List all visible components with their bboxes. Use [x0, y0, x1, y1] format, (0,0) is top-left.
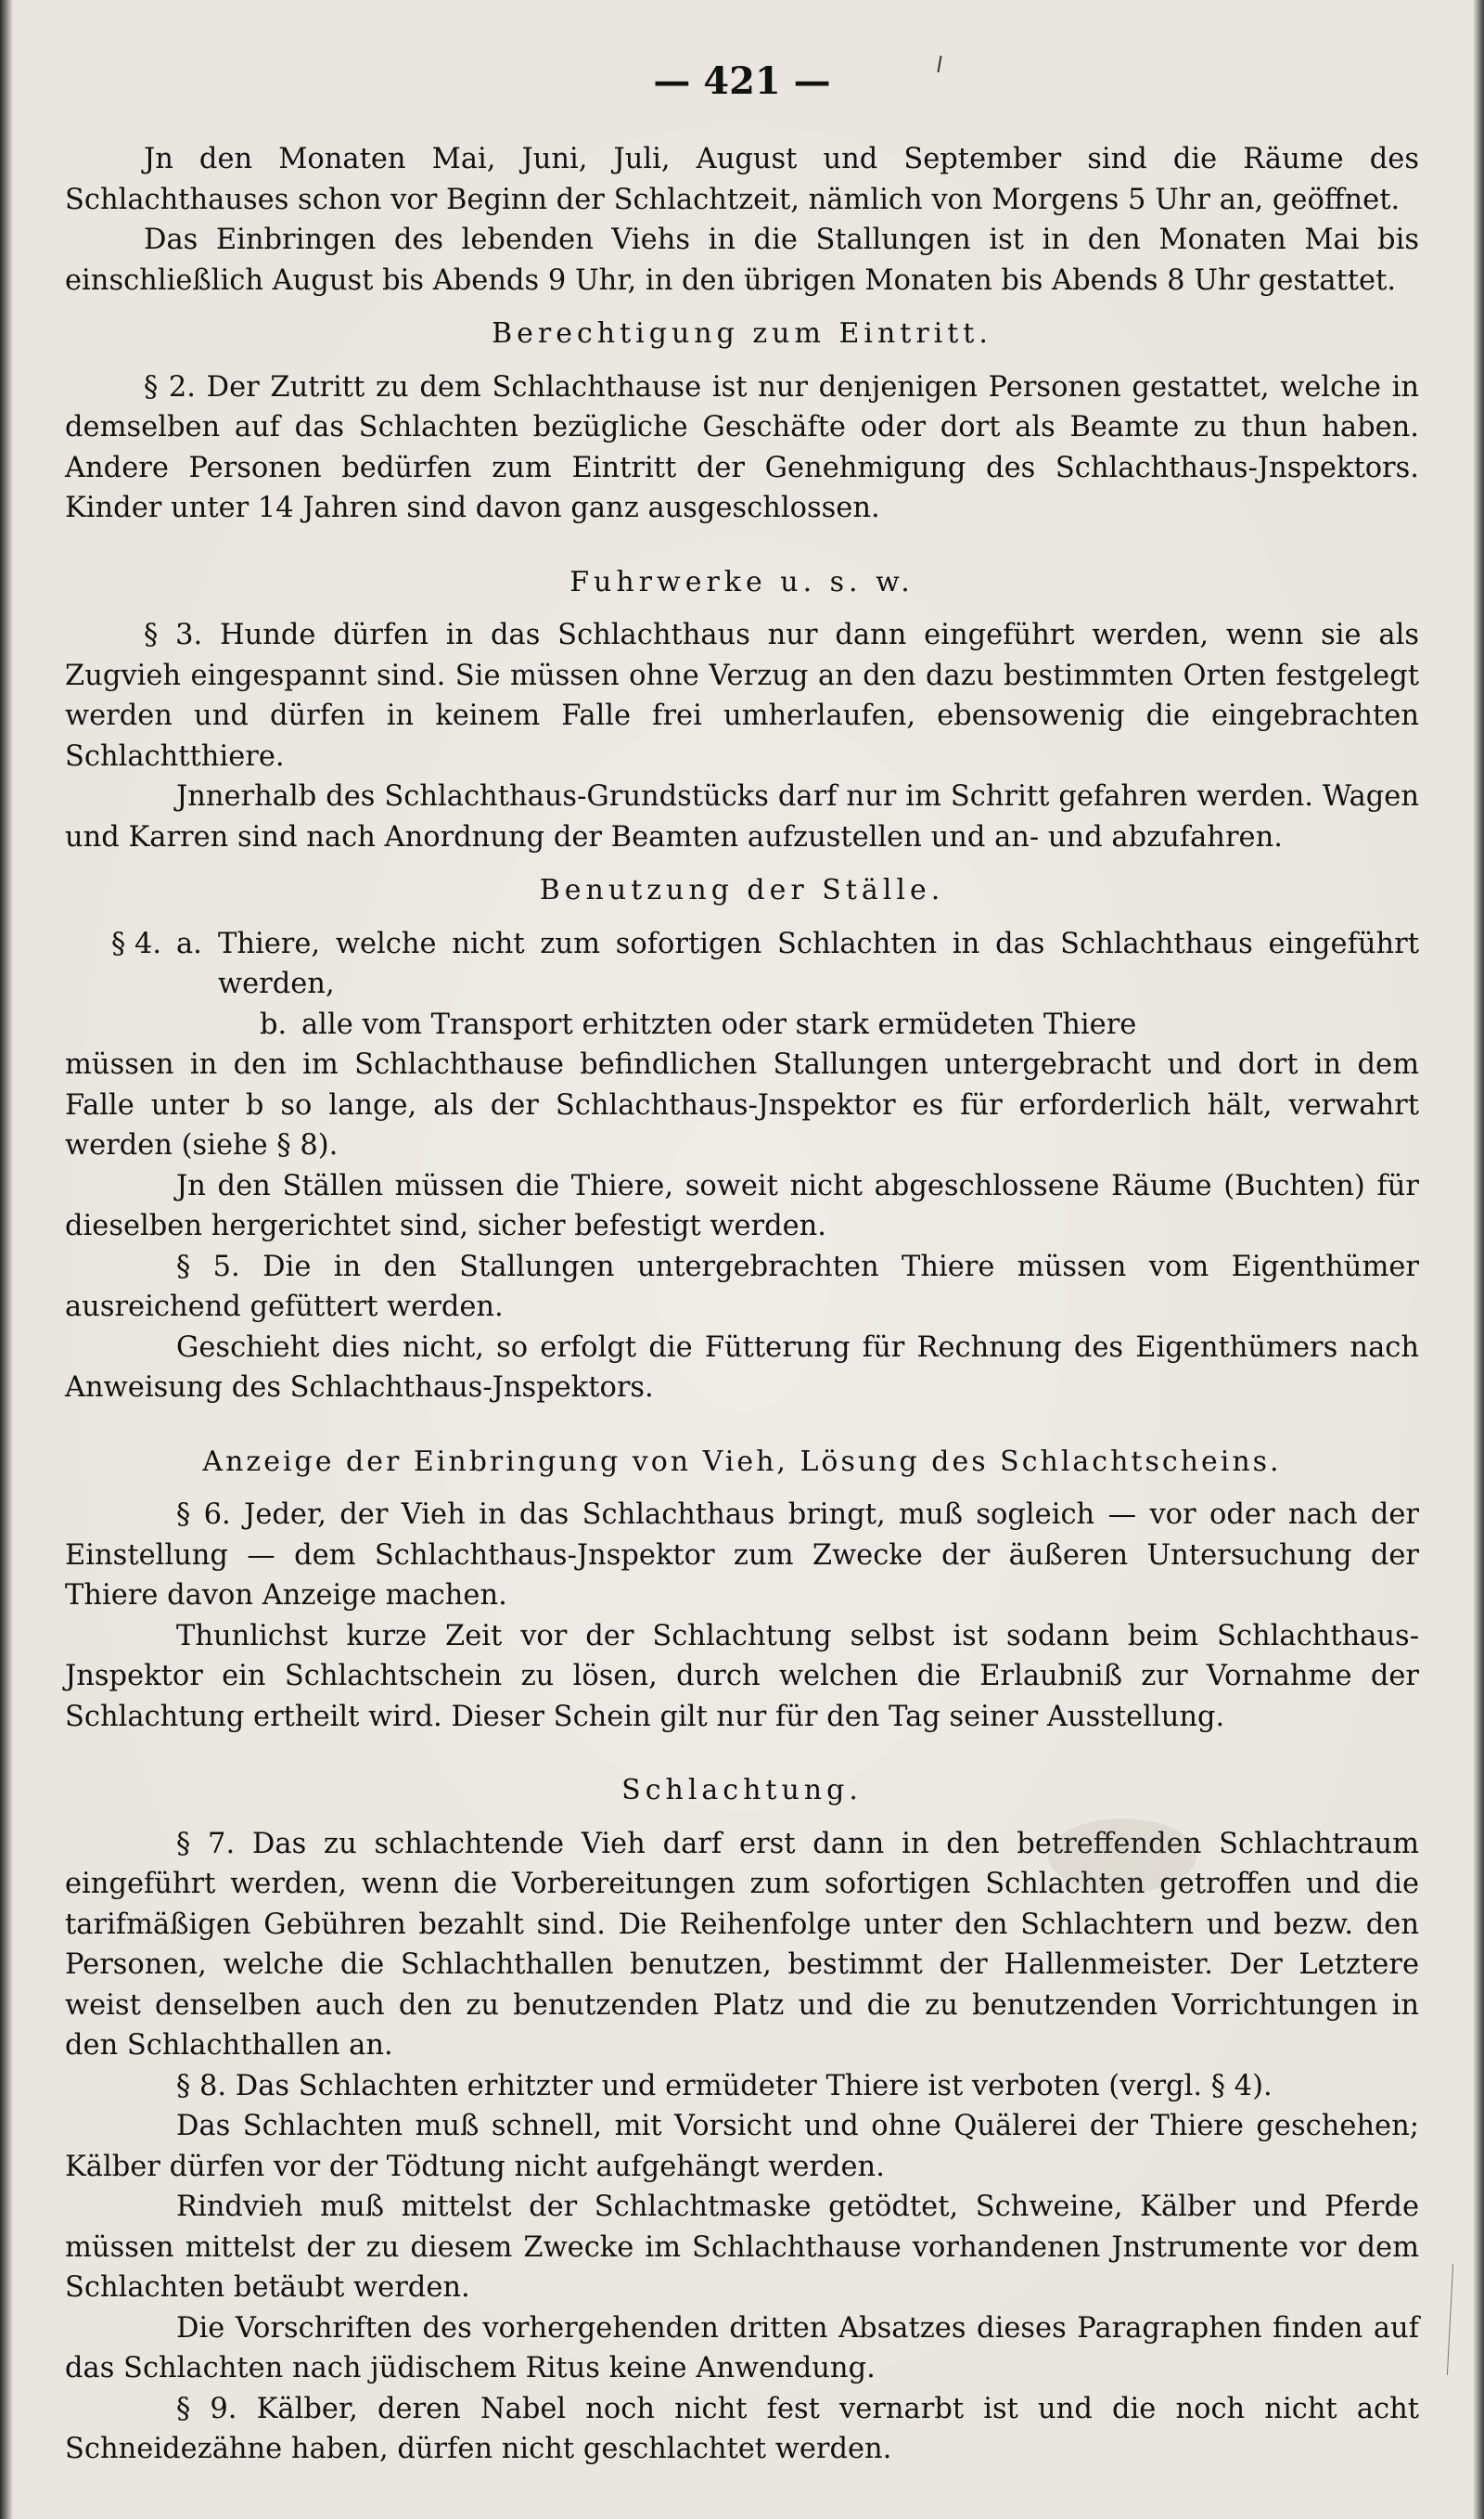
paragraph-livestock-entry: Das Einbringen des lebenden Viehs in die Stallungen ist in den Monaten Mai bis einschließlich August bis Abends 9 Uhr, in den übrigen Monaten bis Abends 8 Uhr gestattet.: [65, 224, 1419, 297]
heading-stable-use: Benutzung der Ställe.: [539, 874, 945, 906]
section-4-item-b-text: alle vom Transport erhitzten oder stark ermüdeten Thiere: [301, 1008, 1137, 1041]
paragraph-section-2: § 2. Der Zutritt zu dem Schlachthause ist nur denjenigen Personen gestattet, welche in demselben auf das Schlachten bezügliche Geschäfte oder dort als Beamte zu thun haben. Andere Personen bedürfen zum Eintritt der Genehmigung des Schlachthaus-Jnspektors. Kinder unter 14 Jahren sind davon ganz ausgeschlossen.: [65, 370, 1419, 524]
paper-mark: [1447, 2264, 1453, 2375]
section-4-number: § 4.: [111, 927, 162, 960]
page-edge-left: [0, 0, 13, 2519]
section-4-item-a: [65, 924, 1419, 1005]
section-4-item-a-label: a.: [176, 927, 202, 960]
section-4-item-b-label: b.: [260, 1008, 288, 1041]
paragraph-section-8-exception: Die Vorschriften des vorhergehenden dritten Absatzes dieses Paragraphen finden auf das Schlachten nach jüdischem Ritus keine Anwendung.: [65, 2311, 1419, 2384]
paragraph-section-9: § 9. Kälber, deren Nabel noch nicht fest vernarbt ist und die noch nicht acht Schneidezähne haben, dürfen nicht geschlachtet werden.: [65, 2392, 1419, 2465]
heading-livestock-notice: Anzeige der Einbringung von Vieh, Lösung des Schlachtscheins.: [202, 1445, 1282, 1478]
paragraph-section-8-quickly: Das Schlachten muß schnell, mit Vorsicht und ohne Quälerei der Thiere geschehen; Kälber dürfen vor der Tödtung nicht aufgehängt werden.: [65, 2110, 1419, 2183]
paragraph-section-3: § 3. Hunde dürfen in das Schlachthaus nur dann eingeführt werden, wenn sie als Zugvieh eingespannt sind. Sie müssen ohne Verzug an den dazu bestimmten Orten festgelegt werden und dürfen in keinem Falle frei umherlaufen, ebensowenig die eingebrachten Schlachtthiere.: [65, 619, 1419, 773]
heading-vehicles: Fuhrwerke u. s. w.: [569, 565, 915, 598]
heading-slaughter: Schlachtung.: [621, 1774, 863, 1806]
paragraph-section-4-rest: müssen in den im Schlachthause befindlichen Stallungen untergebracht und dort in dem Falle unter b so lange, als der Schlachthaus-Jnspektor es für erforderlich hält, verwahrt werden (siehe § 8).: [65, 1048, 1419, 1162]
heading-entry-permission: Berechtigung zum Eintritt.: [492, 317, 992, 350]
paragraph-section-7: § 7. Das zu schlachtende Vieh darf erst dann in den betreffenden Schlachtraum eingeführt werden, wenn die Vorbereitungen zum sofortigen Schlachten getroffen und die tarifmäßigen Gebühren bezahlt sind. Die Reihenfolge unter den Schlachtern und bezw. den Personen, welche die Schlachthallen benutzen, bestimmt der Hallenmeister. Der Letztere weist denselben auch den zu benutzenden Platz und die zu benutzenden Vorrichtungen in den Schlachthallen an.: [65, 1827, 1419, 2062]
paper-stain: [1048, 1819, 1196, 1893]
paragraph-opening-hours: Jn den Monaten Mai, Juni, Juli, August und September sind die Räume des Schlachthauses schon vor Beginn der Schlachtzeit, nämlich von Morgens 5 Uhr an, geöffnet.: [65, 143, 1419, 216]
section-4-item-a-text: Thiere, welche nicht zum sofortigen Schlachten in das Schlachthaus eingeführt werden,: [218, 927, 1419, 1000]
paragraph-section-6-certificate: Thunlichst kurze Zeit vor der Schlachtung selbst ist sodann beim Schlachthaus-Jnspektor ein Schlachtschein zu lösen, durch welchen die Erlaubniß zur Vornahme der Schlachtung ertheilt wird. Dieser Schein gilt nur für den Tag seiner Ausstellung.: [65, 1619, 1419, 1733]
paragraph-section-4-fastening: Jn den Ställen müssen die Thiere, soweit nicht abgeschlossene Räume (Buchten) für dieselben hergerichtet sind, sicher befestigt werden.: [65, 1169, 1419, 1242]
section-4-item-b: [65, 1005, 1419, 1046]
page-edge-right: [1473, 0, 1484, 2519]
paragraph-section-8-stunning: Rindvieh muß mittelst der Schlachtmaske getödtet, Schweine, Kälber und Pferde müssen mittelst der zu diesem Zwecke im Schlachthause vorhandenen Jnstrumente vor dem Schlachten betäubt werden.: [65, 2191, 1419, 2304]
paragraph-section-3-driving: Jnnerhalb des Schlachthaus-Grundstücks darf nur im Schritt gefahren werden. Wagen und Karren sind nach Anordnung der Beamten aufzustellen und an- und abzufahren.: [65, 780, 1419, 854]
paragraph-section-6: § 6. Jeder, der Vieh in das Schlachthaus bringt, muß sogleich — vor oder nach der Einstellung — dem Schlachthaus-Jnspektor zum Zwecke der äußeren Untersuchung der Thiere davon Anzeige machen.: [65, 1498, 1419, 1612]
page-number: — 421 —: [653, 59, 831, 103]
paragraph-section-5-feeding: Geschieht dies nicht, so erfolgt die Fütterung für Rechnung des Eigenthümers nach Anweisung des Schlachthaus-Jnspektors.: [65, 1330, 1419, 1404]
paragraph-section-5: § 5. Die in den Stallungen untergebrachten Thiere müssen vom Eigenthümer ausreichend gefüttert werden.: [65, 1250, 1419, 1323]
paragraph-section-8: § 8. Das Schlachten erhitzter und ermüdeter Thiere ist verboten (vergl. § 4).: [176, 2069, 1273, 2102]
